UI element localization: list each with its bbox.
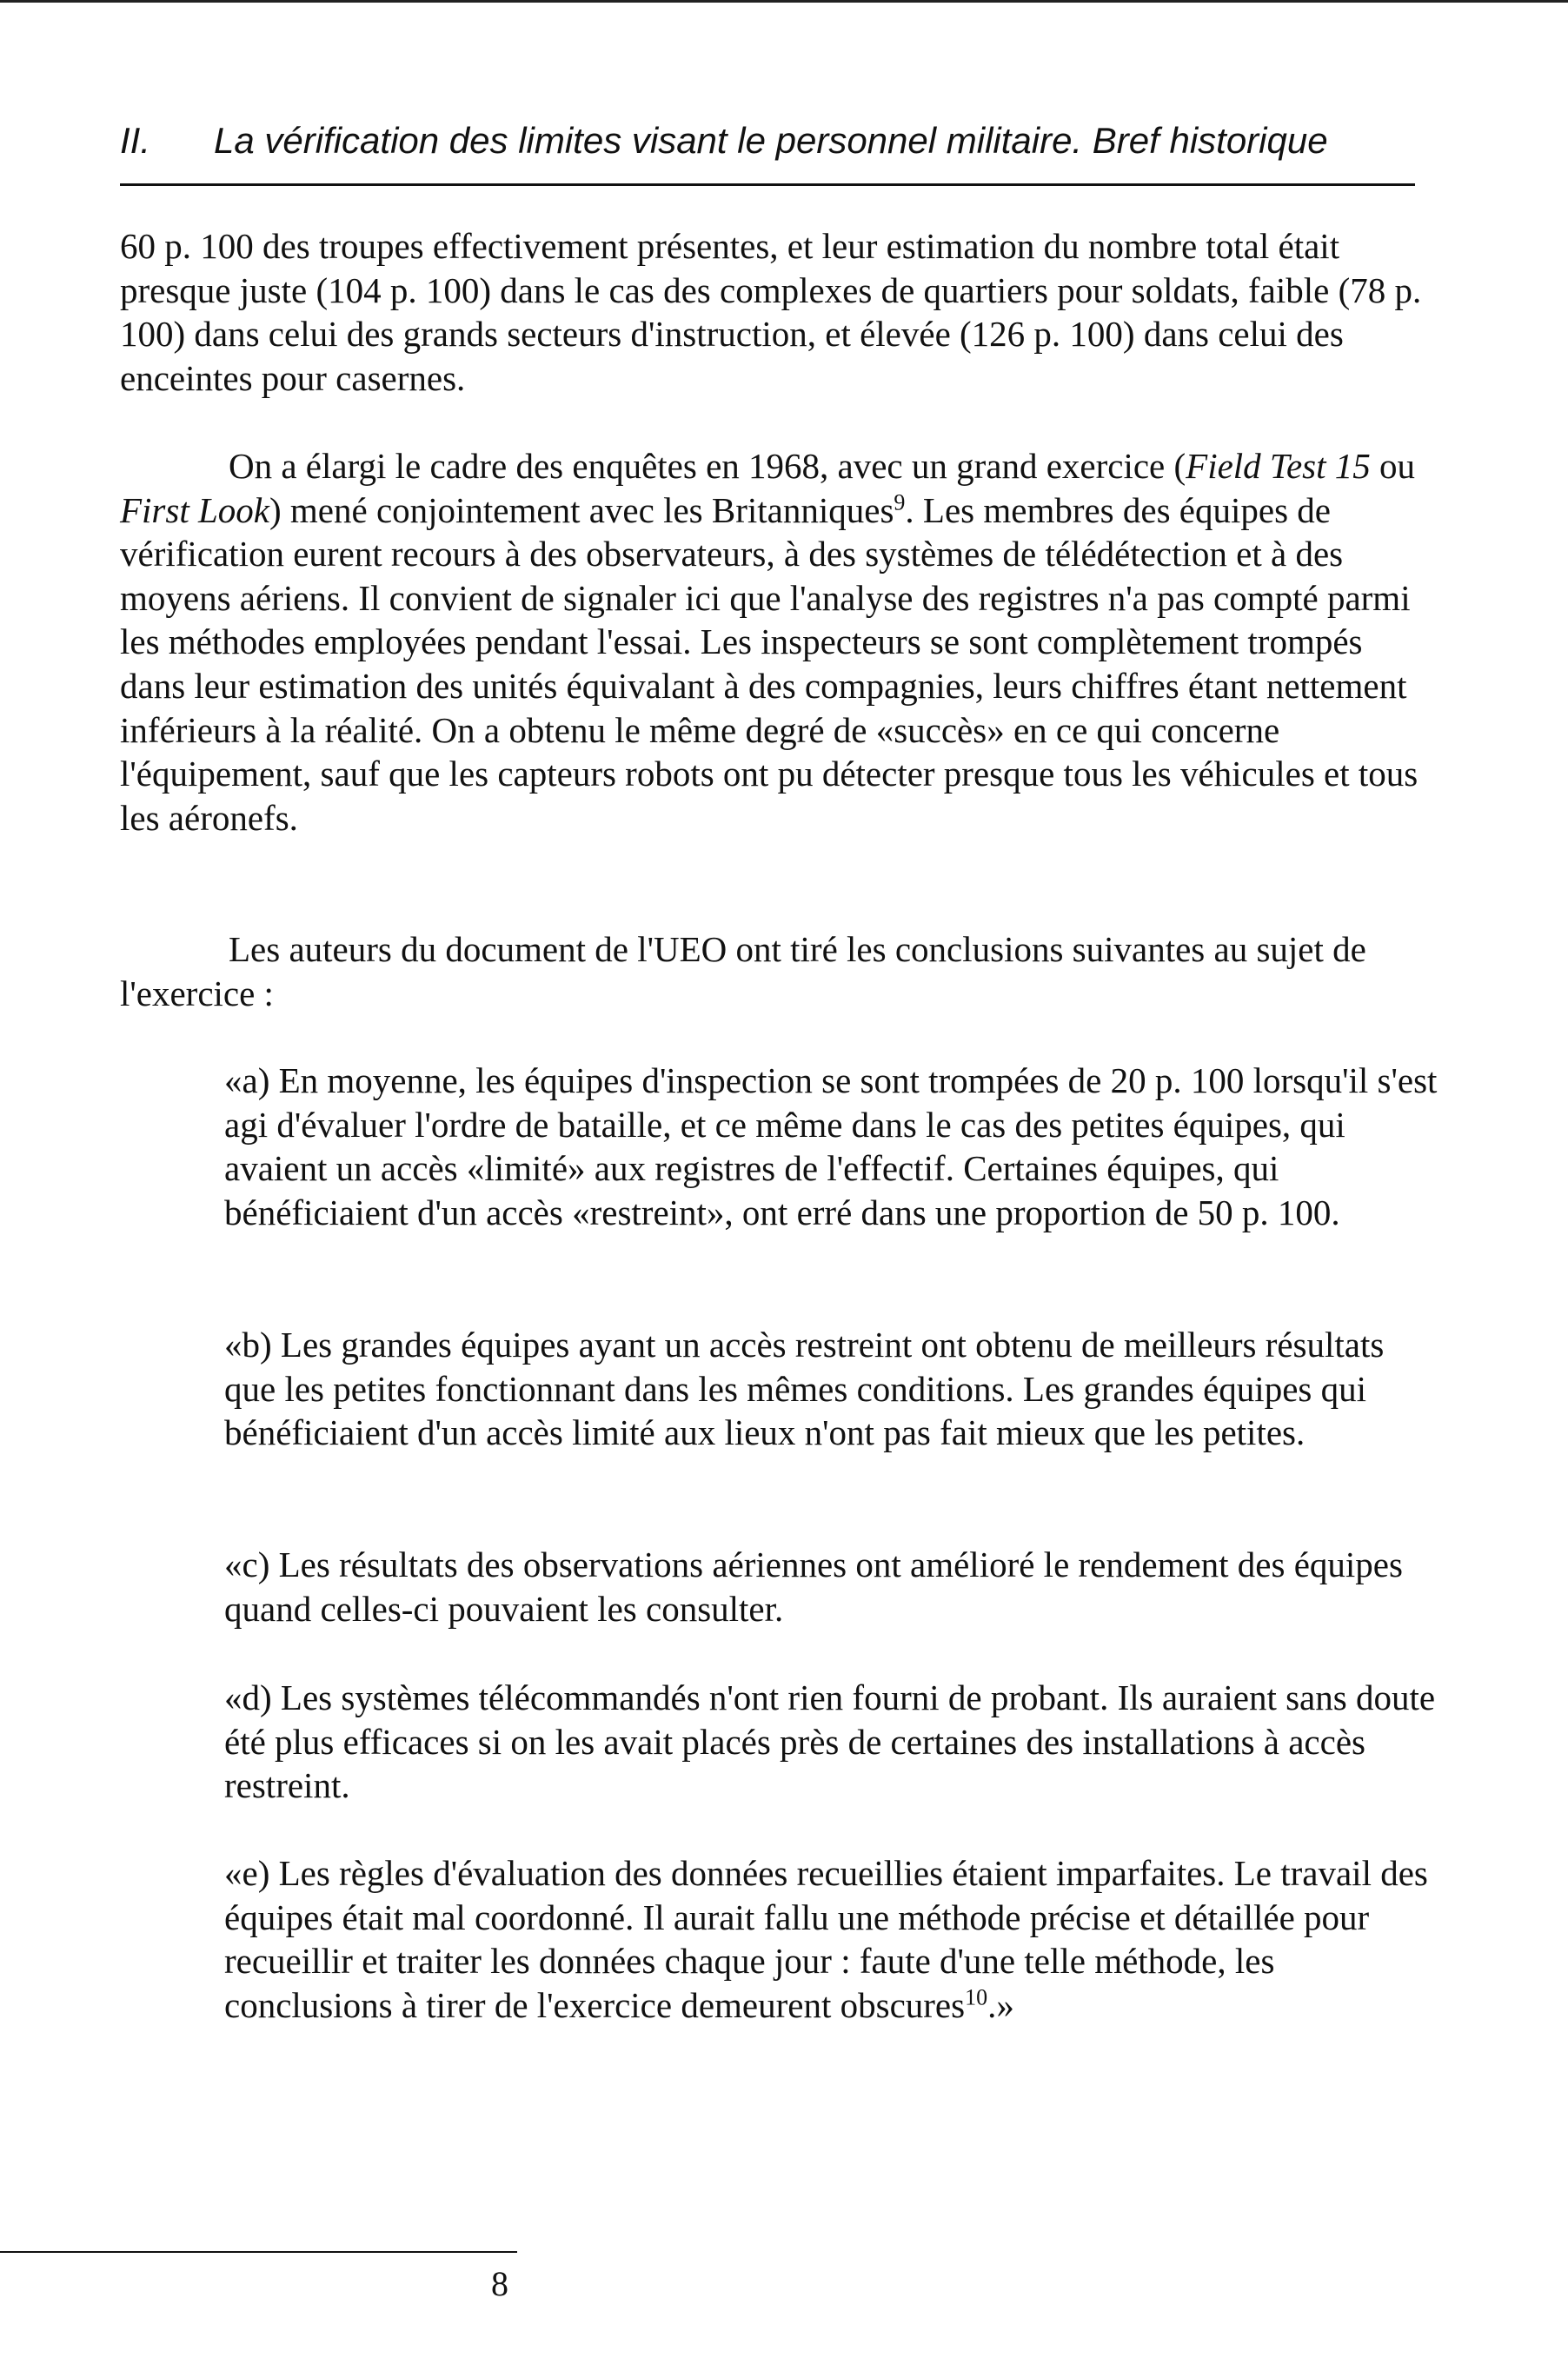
quote-d <box>224 1676 1441 1808</box>
footer-divider <box>0 2251 517 2253</box>
paragraph-2-part: ) mené conjointement avec les Britanniques <box>269 489 894 530</box>
quote-c-text: «c) Les résultats des observations aériennes ont amélioré le rendement des équipes quand celles-ci pouvaient les consulter. <box>224 1544 1403 1629</box>
quote-e-end: .» <box>987 1984 1014 2025</box>
paragraph-3 <box>120 927 1432 1015</box>
header-divider <box>120 183 1415 186</box>
paragraph-2-text <box>120 444 1432 840</box>
section-title: La vérification des limites visant le personnel militaire. Bref historique <box>214 120 1328 161</box>
exercise-name-1: Field Test 15 <box>1186 446 1371 486</box>
paragraph-2 <box>120 444 1432 840</box>
quote-e-text <box>224 1851 1441 2027</box>
paragraph-1-text: 60 p. 100 des troupes effectivement présentes, et leur estimation du nombre total était presque juste (104 p. 100) dans le cas des complexes de quartiers pour soldats, faible (78 p. 100) dans celui des grands secteurs d'instruction, et élevée (126 p. 100) dans celui des enceintes pour casernes. <box>120 226 1422 398</box>
top-border <box>0 0 1568 3</box>
quote-c <box>224 1543 1441 1631</box>
page-number: 8 <box>491 2264 508 2303</box>
quote-e <box>224 1851 1441 2027</box>
quote-e-body: «e) Les règles d'évaluation des données recueillies étaient imparfaites. Le travail des équipes était mal coordonné. Il aurait fallu une méthode précise et détaillée pour recueillir et traiter les données chaque jour : faute d'une telle méthode, les conclusions à tirer de l'exercice demeurent obscures <box>224 1853 1428 2025</box>
quote-b <box>224 1323 1441 1455</box>
footnote-ref-10: 10 <box>965 1984 988 2010</box>
paragraph-2-part: ou <box>1370 446 1416 486</box>
running-header <box>120 113 1415 174</box>
section-number: II. <box>120 120 151 161</box>
quote-d-text: «d) Les systèmes télécommandés n'ont rien fourni de probant. Ils auraient sans doute été plus efficaces si on les avait placés près de certaines des installations à accès restreint. <box>224 1677 1436 1806</box>
paragraph-1 <box>120 224 1432 400</box>
footnote-ref-9: 9 <box>894 488 906 515</box>
exercise-name-2: First Look <box>120 489 269 530</box>
quote-a-text: «a) En moyenne, les équipes d'inspection se sont trompées de 20 p. 100 lorsqu'il s'est agi d'évaluer l'ordre de bataille, et ce même dans le cas des petites équipes, qui avaient un accès «limité» aux registres de l'effectif. Certaines équipes, qui bénéficiaient d'un accès «restreint», ont erré dans une proportion de 50 p. 100. <box>224 1060 1438 1232</box>
paragraph-3-text: Les auteurs du document de l'UEO ont tiré les conclusions suivantes au sujet de l'exercice : <box>120 929 1366 1013</box>
quote-a <box>224 1059 1441 1234</box>
quote-b-text: «b) Les grandes équipes ayant un accès restreint ont obtenu de meilleurs résultats que les petites fonctionnant dans les mêmes conditions. Les grandes équipes qui bénéficiaient d'un accès limité aux lieux n'ont pas fait mieux que les petites. <box>224 1325 1385 1453</box>
paragraph-2-part: On a élargi le cadre des enquêtes en 1968, avec un grand exercice ( <box>229 446 1186 486</box>
paragraph-2-part: . Les membres des équipes de vérification eurent recours à des observateurs, à des systèmes de télédétection et à des moyens aériens. Il convient de signaler ici que l'analyse des registres n'a pas compté parmi les méthodes employées pendant l'essai. Les inspecteurs se sont complètement trompés dans leur estimation des unités équivalant à des compagnies, leurs chiffres étant nettement inférieurs à la réalité. On a obtenu le même degré de «succès» en ce qui concerne l'équipement, sauf que les capteurs robots ont pu détecter presque tous les véhicules et tous les aéronefs. <box>120 489 1419 838</box>
